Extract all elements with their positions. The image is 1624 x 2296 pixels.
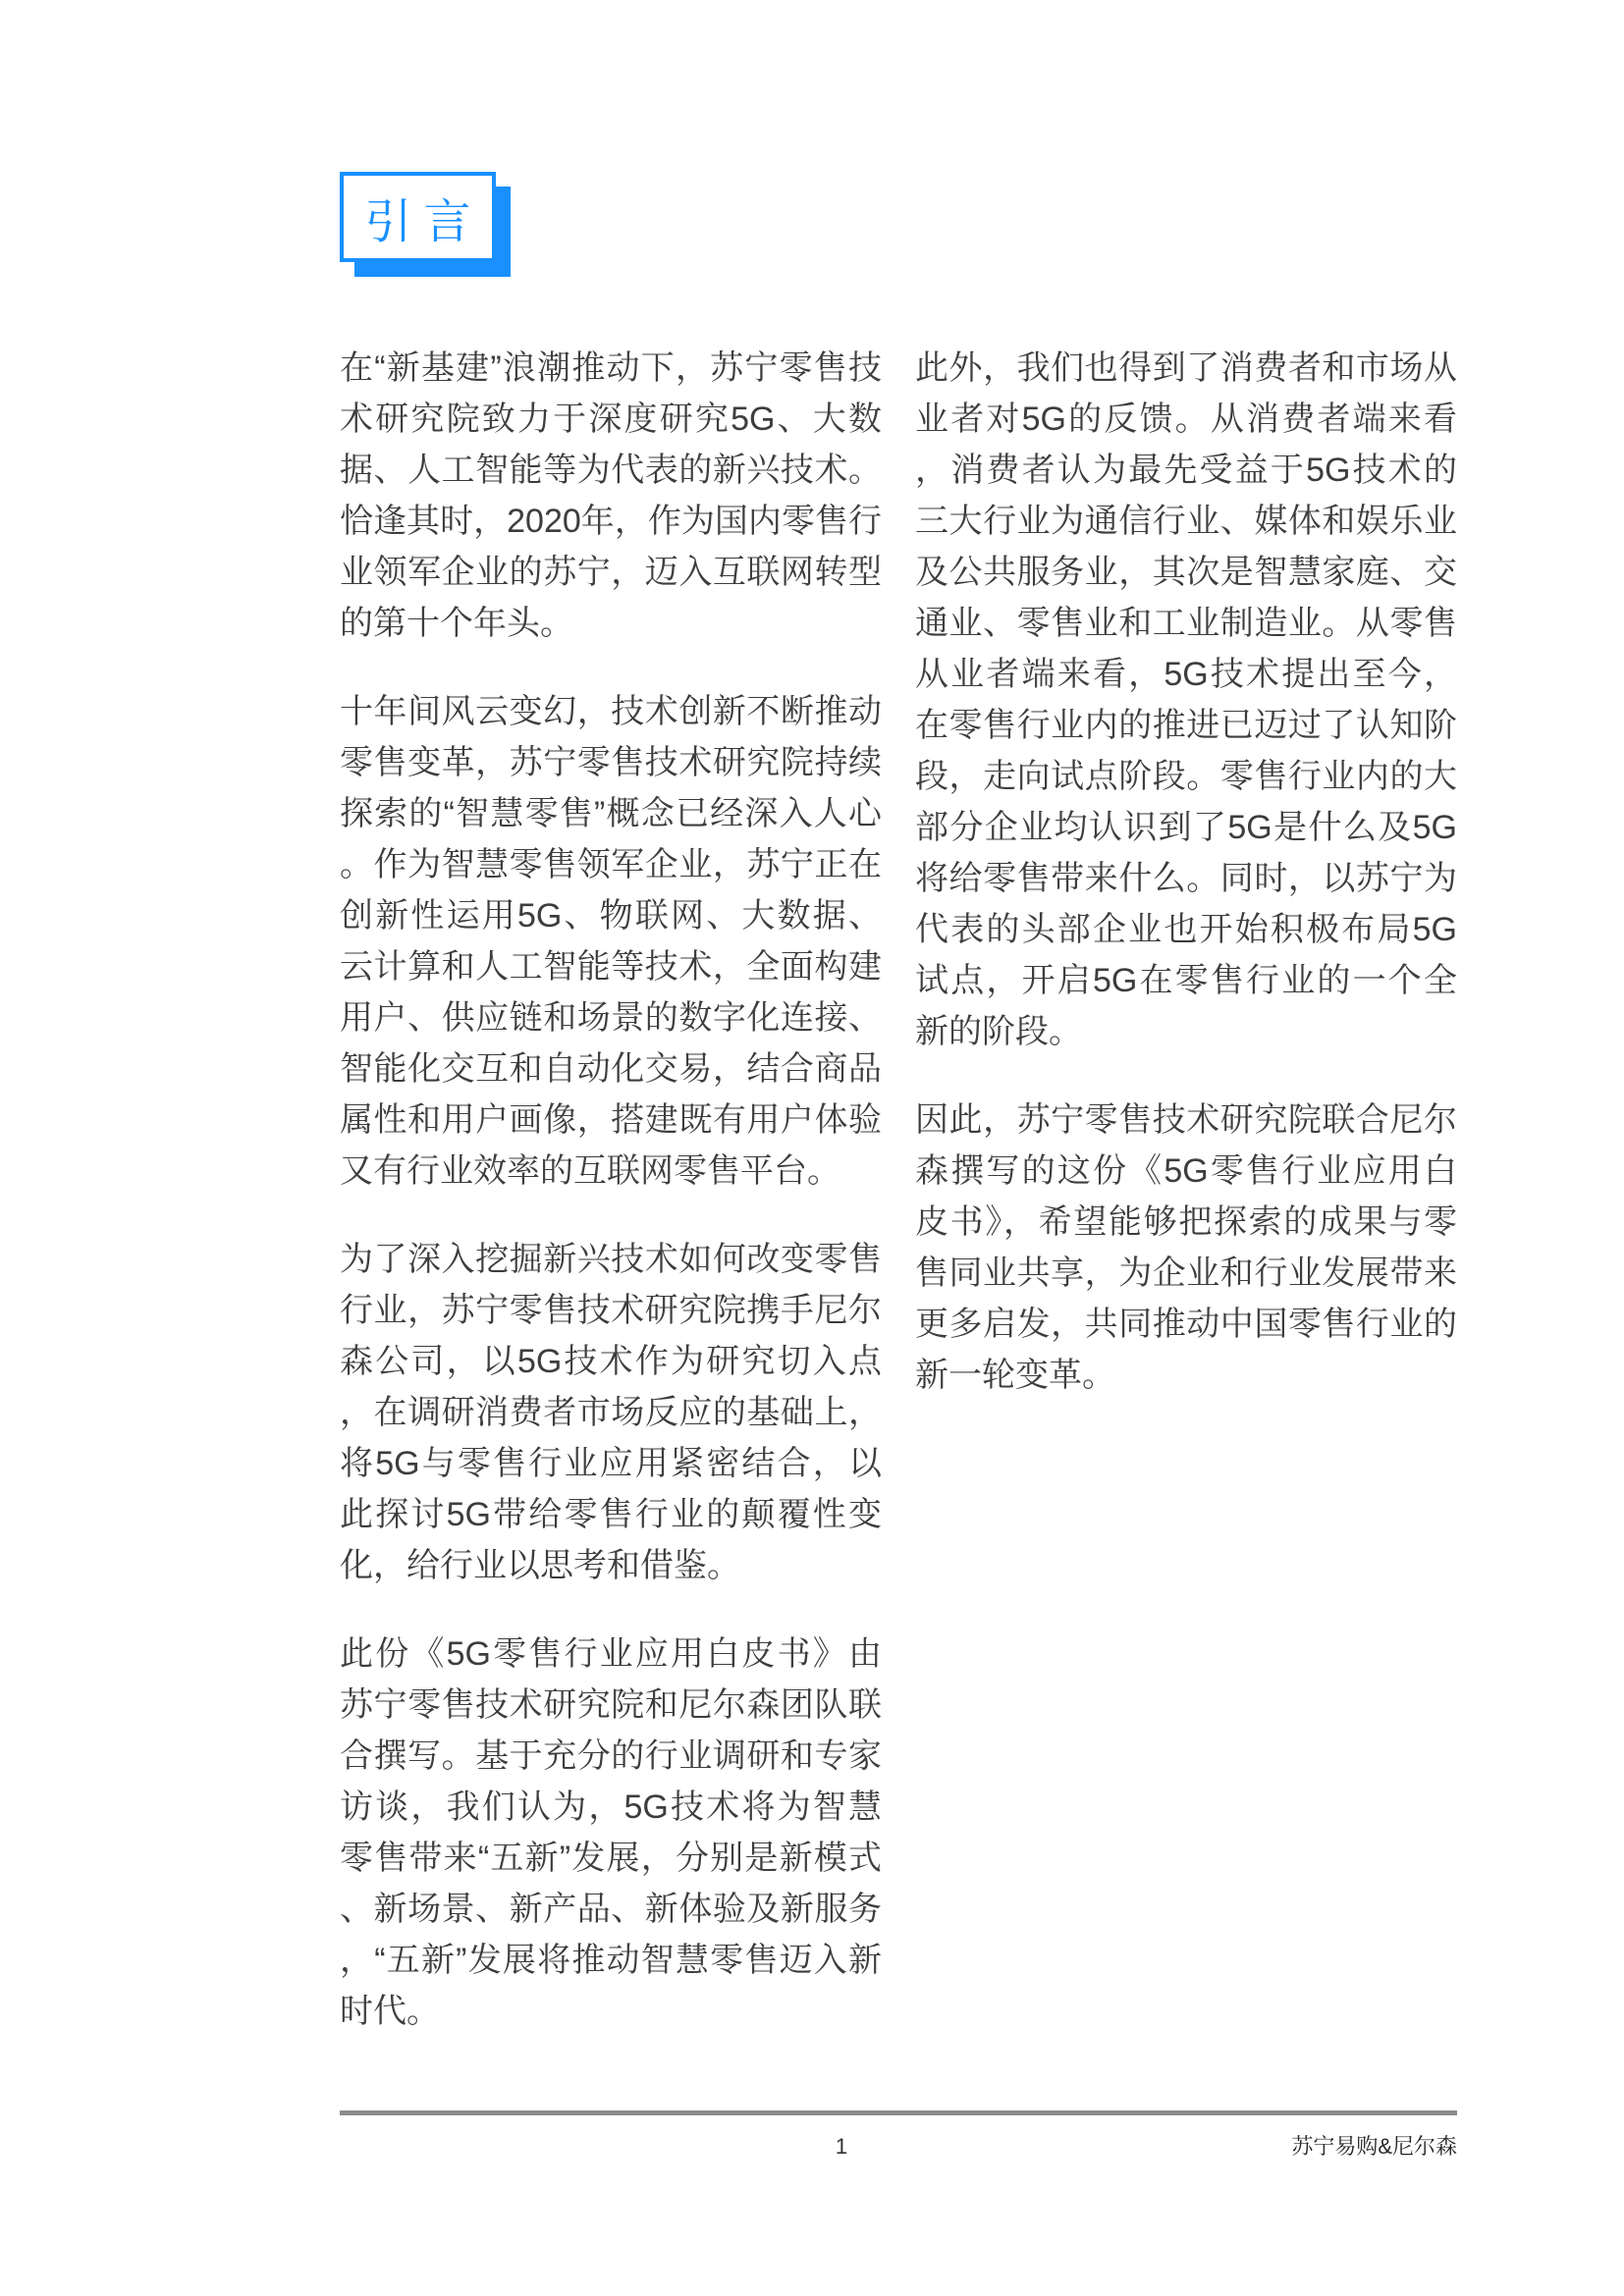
footer-brand: 苏宁易购&尼尔森	[1291, 2134, 1457, 2159]
left-column	[340, 343, 882, 2074]
paragraph: 在“新基建”浪潮推动下，苏宁零售技术研究院致力于深度研究5G、大数据、人工智能等为代表的新兴技术。恰逢其时，2020年，作为国内零售行业领军企业的苏宁，迈入互联网转型的第十个年头。	[340, 349, 882, 642]
paragraph: 十年间风云变幻，技术创新不断推动零售变革，苏宁零售技术研究院持续探索的“智慧零售”概念已经深入人心。作为智慧零售领军企业，苏宁正在创新性运用5G、物联网、大数据、云计算和人工智能等技术，全面构建用户、供应链和场景的数字化连接、智能化交互和自动化交易，结合商品属性和用户画像，搭建既有用户体验又有行业效率的互联网零售平台。	[340, 693, 882, 1190]
paragraph: 此外，我们也得到了消费者和市场从业者对5G的反馈。从消费者端来看，消费者认为最先受益于5G技术的三大行业为通信行业、媒体和娱乐业及公共服务业，其次是智慧家庭、交通业、零售业和工业制造业。从零售从业者端来看，5G技术提出至今，在零售行业内的推进已迈过了认知阶段，走向试点阶段。零售行业内的大部分企业均认识到了5G是什么及5G将给零售带来什么。同时，以苏宁为代表的头部企业也开始积极布局5G试点，开启5G在零售行业的一个全新的阶段。	[915, 349, 1457, 1050]
paragraph: 为了深入挖掘新兴技术如何改变零售行业，苏宁零售技术研究院携手尼尔森公司，以5G技术作为研究切入点，在调研消费者市场反应的基础上，将5G与零售行业应用紧密结合，以此探讨5G带给零售行业的颠覆性变化，给行业以思考和借鉴。	[340, 1241, 882, 1584]
paragraph: 因此，苏宁零售技术研究院联合尼尔森撰写的这份《5G零售行业应用白皮书》，希望能够把探索的成果与零售同业共享，为企业和行业发展带来更多启发，共同推动中国零售行业的新一轮变革。	[915, 1101, 1457, 1394]
page-number: 1	[835, 2134, 848, 2159]
section-title-box	[340, 172, 496, 262]
right-column	[915, 343, 1457, 2074]
title-box-frame	[340, 172, 496, 262]
footer-divider	[340, 2110, 1457, 2115]
body-columns	[340, 343, 1457, 2074]
paragraph: 此份《5G零售行业应用白皮书》由苏宁零售技术研究院和尼尔森团队联合撰写。基于充分的行业调研和专家访谈，我们认为，5G技术将为智慧零售带来“五新”发展，分别是新模式、新场景、新产品、新体验及新服务，“五新”发展将推动智慧零售迈入新时代。	[340, 1635, 882, 2030]
section-title: 引言	[364, 195, 483, 248]
